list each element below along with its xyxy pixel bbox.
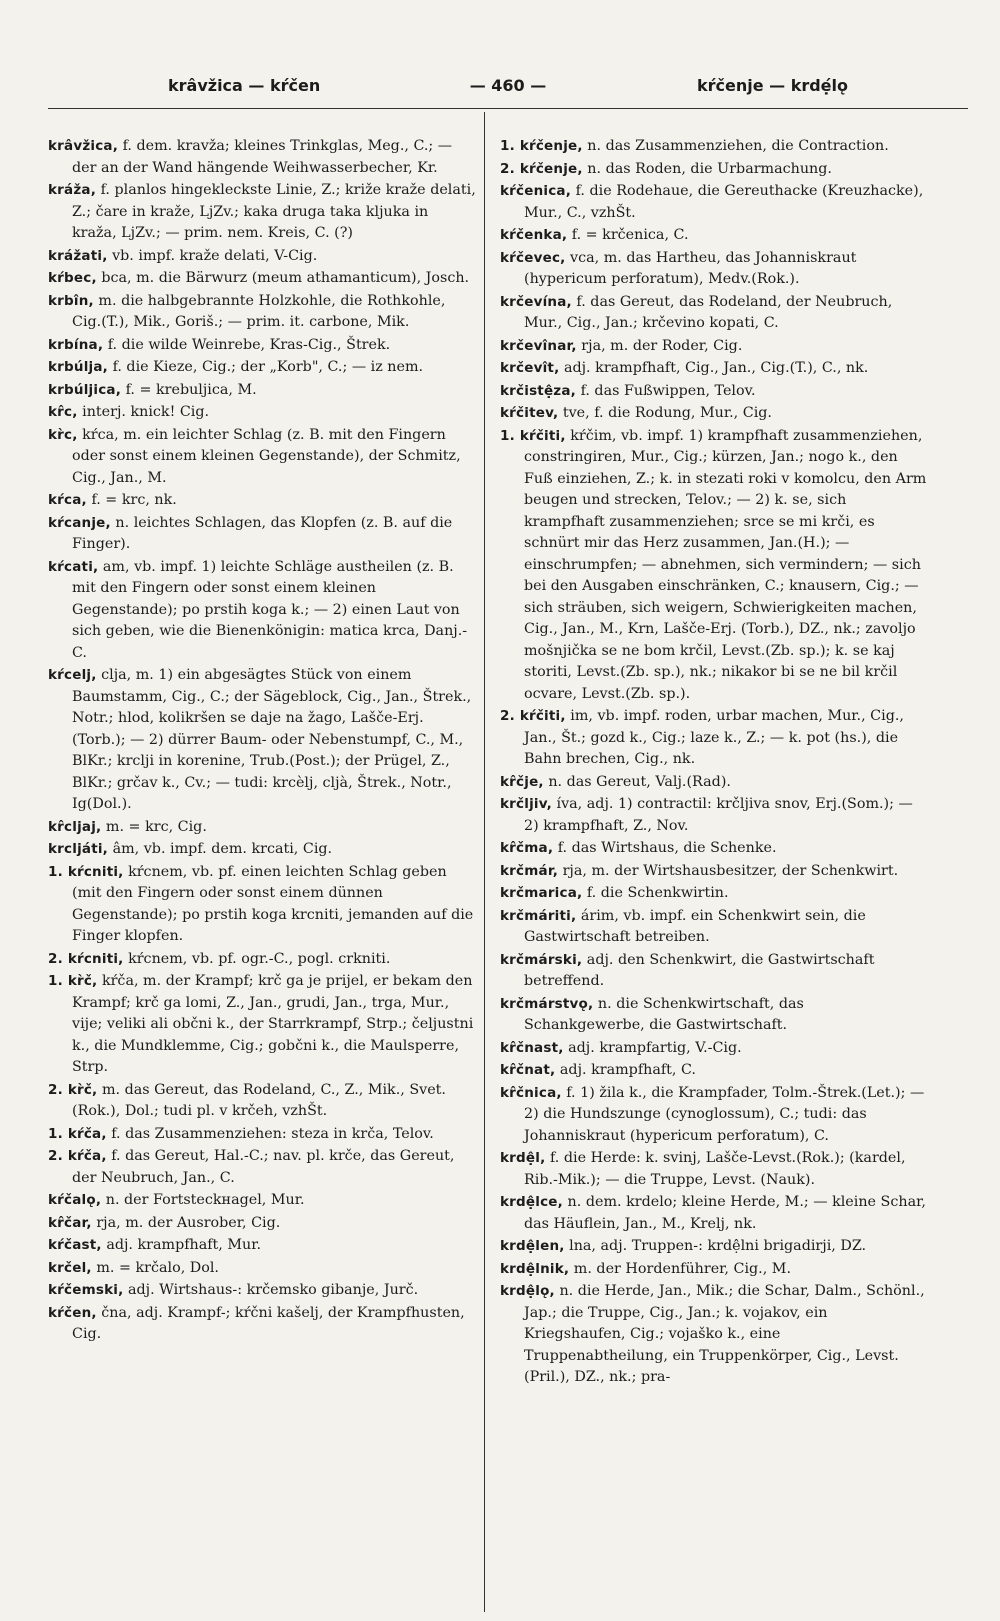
- entry-definition: vca, m. das Hartheu, das Johanniskraut (hypericum perforatum), Medv.(Rok.).: [524, 249, 857, 287]
- entry-headword: 2. kŕča,: [48, 1148, 107, 1164]
- dictionary-entry: [48, 1124, 476, 1146]
- entry-headword: krčevînar,: [500, 337, 577, 354]
- entry-headword: kŕčitev,: [500, 405, 559, 421]
- dictionary-entry: [48, 1258, 476, 1280]
- dictionary-entry: [500, 706, 928, 771]
- dictionary-entry: [500, 181, 928, 224]
- entry-headword: kŕčemski,: [48, 1282, 124, 1298]
- entry-definition: n. die Schenkwirtschaft, das Schankgewerbe, die Gastwirtschaft.: [524, 995, 804, 1033]
- entry-headword: 1. kr̀č,: [48, 973, 98, 989]
- entry-definition: f. die Rodehaue, die Gereuthacke (Kreuzhacke), Mur., C., vzhŠt.: [524, 183, 924, 221]
- entry-headword: kŕbec,: [48, 270, 97, 286]
- entry-headword: krbína,: [48, 336, 104, 353]
- entry-headword: 2. kŕčenje,: [500, 160, 583, 177]
- entry-definition: f. das Wirtshaus, die Schenke.: [557, 840, 777, 856]
- dictionary-entry: [48, 180, 476, 245]
- entry-headword: krčistệza,: [500, 382, 577, 399]
- entry-headword: krbúljica,: [48, 381, 122, 398]
- entry-headword: kr̂čma,: [500, 840, 554, 856]
- entry-definition: f. = krc, nk.: [91, 492, 177, 508]
- entry-definition: f. die Herde: k. svinj, Lašče-Levst.(Rok.); (kardel, Rib.-Mik.); — die Truppe, Levst. (Nauk).: [524, 1150, 906, 1188]
- dictionary-entry: [500, 772, 928, 794]
- dictionary-entry: [48, 817, 476, 839]
- dictionary-entry: [500, 1192, 928, 1235]
- entry-headword: krčljiv,: [500, 796, 552, 812]
- entry-headword: krcljáti,: [48, 841, 109, 857]
- entry-headword: kŕcanje,: [48, 514, 111, 531]
- entry-definition: adj. krampfhaft, Mur.: [106, 1237, 262, 1253]
- entry-definition: m. die halbgebrannte Holzkohle, die Rothkohle, Cig.(T.), Mik., Goriš.; — prim. it. carbone, Mik.: [72, 292, 446, 330]
- header-left-guideword: krâvžica — kŕčen: [168, 76, 321, 95]
- entry-headword: krčmár,: [500, 862, 559, 879]
- entry-definition: bca, m. die Bärwurz (meum athamanticum), Josch.: [101, 270, 470, 286]
- dictionary-entry: [48, 1280, 476, 1302]
- entry-definition: f. dem. kravža; kleines Trinkglas, Meg., C.; — der an der Wand hängende Weihwasserbecher, Kr.: [72, 138, 453, 176]
- entry-headword: krbîn,: [48, 292, 94, 309]
- entry-headword: krčevît,: [500, 360, 560, 376]
- entry-definition: clja, m. 1) ein abgesägtes Stück von einem Baumstamm, Cig., C.; der Sägeblock, Cig., Jan., Štrek., Notr.; hlod, kolikršen se daje na žago, Lašče-Erj.(Torb.); — 2) dürrer Baum- oder Nebenstumpf, C., M., BlKr.; krclji in korenine, Trub.(Post.); der Prügel, Z., BlKr.; grčav k., Cv.; — tudi: krcèlj, cljà, Štrek., Notr., Ig(Dol.).: [72, 667, 472, 812]
- entry-headword: kr̂čar,: [48, 1214, 92, 1231]
- entry-headword: kŕcelj,: [48, 667, 97, 683]
- dictionary-entry: [500, 336, 928, 358]
- entry-headword: 1. kŕčiti,: [500, 427, 566, 444]
- entry-definition: rja, m. der Roder, Cig.: [581, 337, 743, 354]
- dictionary-entry: [500, 883, 928, 905]
- entry-headword: kŕčalǫ,: [48, 1192, 102, 1208]
- dictionary-entry: [48, 1235, 476, 1257]
- header-right-guideword: kŕčenje — krdẹ́lǫ: [696, 76, 848, 95]
- page-header: [48, 68, 968, 109]
- entry-headword: kŕčenka,: [500, 227, 568, 243]
- entry-definition: âm, vb. impf. dem. krcati, Cig.: [112, 841, 333, 857]
- dictionary-entry: [48, 136, 476, 179]
- entry-headword: 2. kŕcniti,: [48, 950, 124, 967]
- dictionary-entry: [48, 268, 476, 290]
- entry-definition: adj. krampfartig, V.-Cig.: [568, 1039, 742, 1056]
- left-column: [48, 136, 476, 1347]
- dictionary-entry: [48, 1146, 476, 1189]
- dictionary-entry: [500, 1148, 928, 1191]
- entry-definition: am, vb. impf. 1) leichte Schläge austheilen (z. B. mit den Fingern oder sonst einem kleinen Gegenstande); po prstih koga k.; — 2) einen Laut von sich geben, wie die Bienenkönigin: matica krca, Danj.-C.: [72, 558, 468, 661]
- dictionary-entry: [48, 949, 476, 971]
- entry-headword: kŕca,: [48, 492, 87, 508]
- entry-definition: kŕcnem, vb. pf. ogr.-C., pogl. crkniti.: [128, 950, 391, 967]
- entry-headword: krčmárski,: [500, 951, 583, 968]
- entry-definition: m. das Gereut, das Rodeland, C., Z., Mik., Svet. (Rok.), Dol.; tudi pl. v krčeh, vzhŠt.: [72, 1081, 446, 1119]
- entry-definition: n. dem. krdelo; kleine Herde, M.; — kleine Schar, das Häuflein, Jan., M., Krelj, nk.: [524, 1194, 926, 1232]
- entry-headword: krážati,: [48, 247, 108, 264]
- entry-headword: krčmárstvǫ,: [500, 995, 594, 1012]
- dictionary-entry: [500, 225, 928, 247]
- entry-headword: kr̂čnat,: [500, 1062, 556, 1078]
- entry-definition: f. 1) žila k., die Krampfader, Tolm.-Štrek.(Let.); — 2) die Hundszunge (cynoglossum), C.; tudi: das Johanniskraut (hypericum perforatum), C.: [524, 1084, 925, 1144]
- dictionary-entry: [48, 402, 476, 424]
- entry-headword: kŕčenica,: [500, 183, 572, 199]
- entry-headword: krdệlce,: [500, 1194, 563, 1210]
- entry-definition: rja, m. der Wirtshausbesitzer, der Schenkwirt.: [562, 862, 899, 879]
- entry-headword: krdệlnik,: [500, 1260, 570, 1277]
- entry-definition: árim, vb. impf. ein Schenkwirt sein, die Gastwirtschaft betreiben.: [524, 907, 866, 945]
- entry-definition: kŕcnem, vb. pf. einen leichten Schlag geben (mit den Fingern oder sonst einem dünnen Gegenstande); po prstih koga krcniti, jemanden auf die Finger klopfen.: [72, 863, 474, 944]
- dictionary-entry: [48, 1190, 476, 1212]
- entry-definition: tve, f. die Rodung, Mur., Cig.: [562, 405, 772, 421]
- entry-headword: 1. kŕčenje,: [500, 138, 583, 154]
- right-column: [500, 136, 928, 1390]
- entry-definition: f. = krčenica, C.: [571, 227, 689, 243]
- entry-headword: krčevína,: [500, 293, 572, 310]
- entry-definition: interj. knick! Cig.: [82, 404, 210, 420]
- entry-definition: adj. krampfhaft, C.: [559, 1062, 696, 1078]
- dictionary-entry: [48, 839, 476, 861]
- entry-definition: lna, adj. Truppen-: krdệlni brigadirji, DZ.: [569, 1238, 867, 1254]
- entry-headword: 1. kŕča,: [48, 1125, 107, 1142]
- entry-headword: kŕčen,: [48, 1304, 97, 1321]
- dictionary-entry: [48, 357, 476, 379]
- entry-headword: krčel,: [48, 1259, 92, 1276]
- entry-definition: kŕca, m. ein leichter Schlag (z. B. mit den Fingern oder sonst einem kleinen Gegenstande), der Schmitz, Cig., Jan., M.: [72, 426, 461, 486]
- entry-definition: adj. krampfhaft, Cig., Jan., Cig.(T.), C., nk.: [563, 360, 869, 376]
- dictionary-entry: [500, 136, 928, 158]
- entry-headword: kr̂čnica,: [500, 1084, 562, 1101]
- dictionary-entry: [48, 862, 476, 948]
- entry-headword: kŕčast,: [48, 1237, 102, 1253]
- dictionary-entry: [500, 292, 928, 335]
- entry-definition: f. das Gereut, Hal.-C.; nav. pl. krče, das Gereut, der Neubruch, Jan., C.: [72, 1148, 455, 1186]
- entry-headword: kráža,: [48, 182, 97, 198]
- entry-definition: m. = krc, Cig.: [105, 818, 207, 835]
- dictionary-entry: [48, 513, 476, 556]
- entry-headword: 1. kŕcniti,: [48, 863, 124, 880]
- entry-definition: m. der Hordenführer, Cig., M.: [573, 1260, 791, 1277]
- entry-headword: kr̂cljaj,: [48, 818, 102, 835]
- entry-definition: f. die Schenkwirtin.: [586, 885, 729, 901]
- dictionary-entry: [48, 1213, 476, 1235]
- entry-definition: f. planlos hingekleckste Linie, Z.; križe kraže delati, Z.; čare in kraže, LjZv.; kaka druga taka kljuka in kraža, LjZv.; — prim. nem. Kreis, C. (?): [72, 182, 476, 241]
- entry-definition: n. die Herde, Jan., Mik.; die Schar, Dalm., Schönl., Jap.; die Truppe, Cig., Jan.; k. vojakov, ein Kriegshaufen, Cig.; vojaško k., eine Truppenabtheilung, ein Truppenkörper, Cig., Levst.(Pril.), DZ., nk.; pra-: [524, 1283, 925, 1385]
- dictionary-entry: [48, 246, 476, 268]
- dictionary-entry: [500, 1236, 928, 1258]
- entry-definition: n. leichtes Schlagen, das Klopfen (z. B. auf die Finger).: [72, 514, 453, 552]
- entry-headword: krčmáriti,: [500, 907, 577, 924]
- entry-headword: kr̂čnast,: [500, 1039, 564, 1056]
- dictionary-entry: [500, 403, 928, 425]
- dictionary-entry: [500, 358, 928, 380]
- dictionary-entry: [500, 1083, 928, 1148]
- entry-definition: rja, m. der Ausrober, Cig.: [96, 1214, 281, 1231]
- dictionary-entry: [48, 1303, 476, 1346]
- entry-headword: krdệl,: [500, 1150, 546, 1166]
- entry-definition: n. der Fortsteckнagel, Mur.: [105, 1192, 305, 1208]
- dictionary-entry: [500, 159, 928, 181]
- dictionary-entry: [48, 1080, 476, 1123]
- dictionary-entry: [500, 838, 928, 860]
- entry-definition: im, vb. impf. roden, urbar machen, Mur., Cig., Jan., Št.; gozd k., Cig.; laze k., Z.; — k. pot (hs.), die Bahn brechen, Cig., nk.: [524, 708, 904, 767]
- column-divider: [484, 112, 485, 1612]
- dictionary-entry: [48, 490, 476, 512]
- dictionary-entry: [500, 426, 928, 706]
- dictionary-entry: [48, 557, 476, 665]
- page-number: — 460 —: [469, 76, 547, 95]
- entry-headword: kr̂čje,: [500, 773, 544, 790]
- entry-definition: íva, adj. 1) contractil: krčljiva snov, Erj.(Som.); — 2) krampfhaft, Z., Nov.: [524, 796, 913, 834]
- dictionary-entry: [500, 1060, 928, 1082]
- dictionary-entry: [48, 380, 476, 402]
- dictionary-entry: [500, 794, 928, 837]
- entry-headword: 2. kŕčiti,: [500, 708, 566, 724]
- dictionary-entry: [500, 861, 928, 883]
- entry-headword: krdệlen,: [500, 1238, 565, 1254]
- entry-definition: n. das Zusammenziehen, die Contraction.: [587, 138, 889, 154]
- entry-definition: f. = krebuljica, M.: [125, 381, 257, 398]
- entry-headword: krâvžica,: [48, 138, 119, 154]
- entry-definition: kŕčim, vb. impf. 1) krampfhaft zusammenziehen, constringiren, Mur., Cig.; kürzen, Jan.; nogo k., den Fuß einziehen, Z.; k. in stezati roki v komolcu, den Arm beugen und strecken, Telov.; — 2) k. se, sich krampfhaft zusammenziehen; srce se mi krči, es schnürt mir das Herz zusammen, Jan.(H.); — einschrumpfen; — abnehmen, sich vermindern; — sich bei den Ausgaben einschränken, C.; knausern, Cig.; — sich sträuben, sich weigern, Schwierigkeiten machen, Cig., Jan., M., Krn, Lašče-Erj. (Torb.), DZ., nk.; zavoljo mošnjička se ne bom krčil, Levst.(Zb. sp.); k. se kaj storiti, Levst.(Zb. sp.), nk.; nikakor bi se ne bil krčil ocvare, Levst.(Zb. sp.).: [524, 427, 927, 702]
- dictionary-entry: [500, 1259, 928, 1281]
- entry-definition: f. die wilde Weinrebe, Kras-Cig., Štrek.: [107, 336, 391, 353]
- entry-definition: m. = krčalo, Dol.: [96, 1259, 219, 1276]
- entry-headword: kr̀c,: [48, 426, 78, 443]
- dictionary-entry: [500, 950, 928, 993]
- entry-headword: 2. kr̀č,: [48, 1081, 98, 1098]
- entry-definition: kŕča, m. der Krampf; krč ga je prijel, er bekam den Krampf; krč ga lomi, Z., Jan., grudi, Jan., trga, Mur., vije; veliki ali občni k., der Starrkrampf, Strp.; čeljustni k., die Mundklemme, Cig.; gobčni k., die Maulsperre, Strp.: [72, 973, 474, 1075]
- dictionary-entry: [500, 906, 928, 949]
- entry-definition: vb. impf. kraže delati, V-Cig.: [112, 247, 318, 264]
- dictionary-entry: [48, 335, 476, 357]
- dictionary-entry: [48, 971, 476, 1079]
- entry-definition: f. das Fußwippen, Telov.: [580, 382, 756, 399]
- entry-headword: kŕcati,: [48, 558, 99, 575]
- dictionary-entry: [500, 994, 928, 1037]
- entry-headword: krbúlja,: [48, 359, 109, 375]
- entry-definition: adj. Wirtshaus-: krčemsko gibanje, Jurč.: [127, 1282, 419, 1298]
- dictionary-entry: [48, 425, 476, 490]
- entry-definition: f. die Kieze, Cig.; der „Korb", C.; — iz nem.: [112, 359, 424, 375]
- dictionary-entry: [500, 248, 928, 291]
- entry-headword: krčmarica,: [500, 885, 583, 901]
- entry-definition: čna, adj. Krampf-; kŕčni kašelj, der Krampfhusten, Cig.: [72, 1304, 465, 1342]
- entry-headword: kr̂c,: [48, 404, 78, 420]
- dictionary-entry: [500, 1038, 928, 1060]
- entry-definition: f. das Zusammenziehen: steza in krča, Telov.: [111, 1125, 434, 1142]
- entry-definition: f. das Gereut, das Rodeland, der Neubruch, Mur., Cig., Jan.; krčevino kopati, C.: [524, 293, 893, 331]
- entry-definition: n. das Gereut, Valj.(Rad).: [548, 773, 731, 790]
- entry-headword: kŕčevec,: [500, 249, 566, 266]
- dictionary-entry: [500, 381, 928, 403]
- entry-headword: krdệlǫ,: [500, 1283, 555, 1299]
- entry-definition: n. das Roden, die Urbarmachung.: [587, 160, 832, 177]
- dictionary-entry: [500, 1281, 928, 1389]
- dictionary-entry: [48, 291, 476, 334]
- dictionary-entry: [48, 665, 476, 816]
- entry-definition: adj. den Schenkwirt, die Gastwirtschaft betreffend.: [524, 951, 875, 989]
